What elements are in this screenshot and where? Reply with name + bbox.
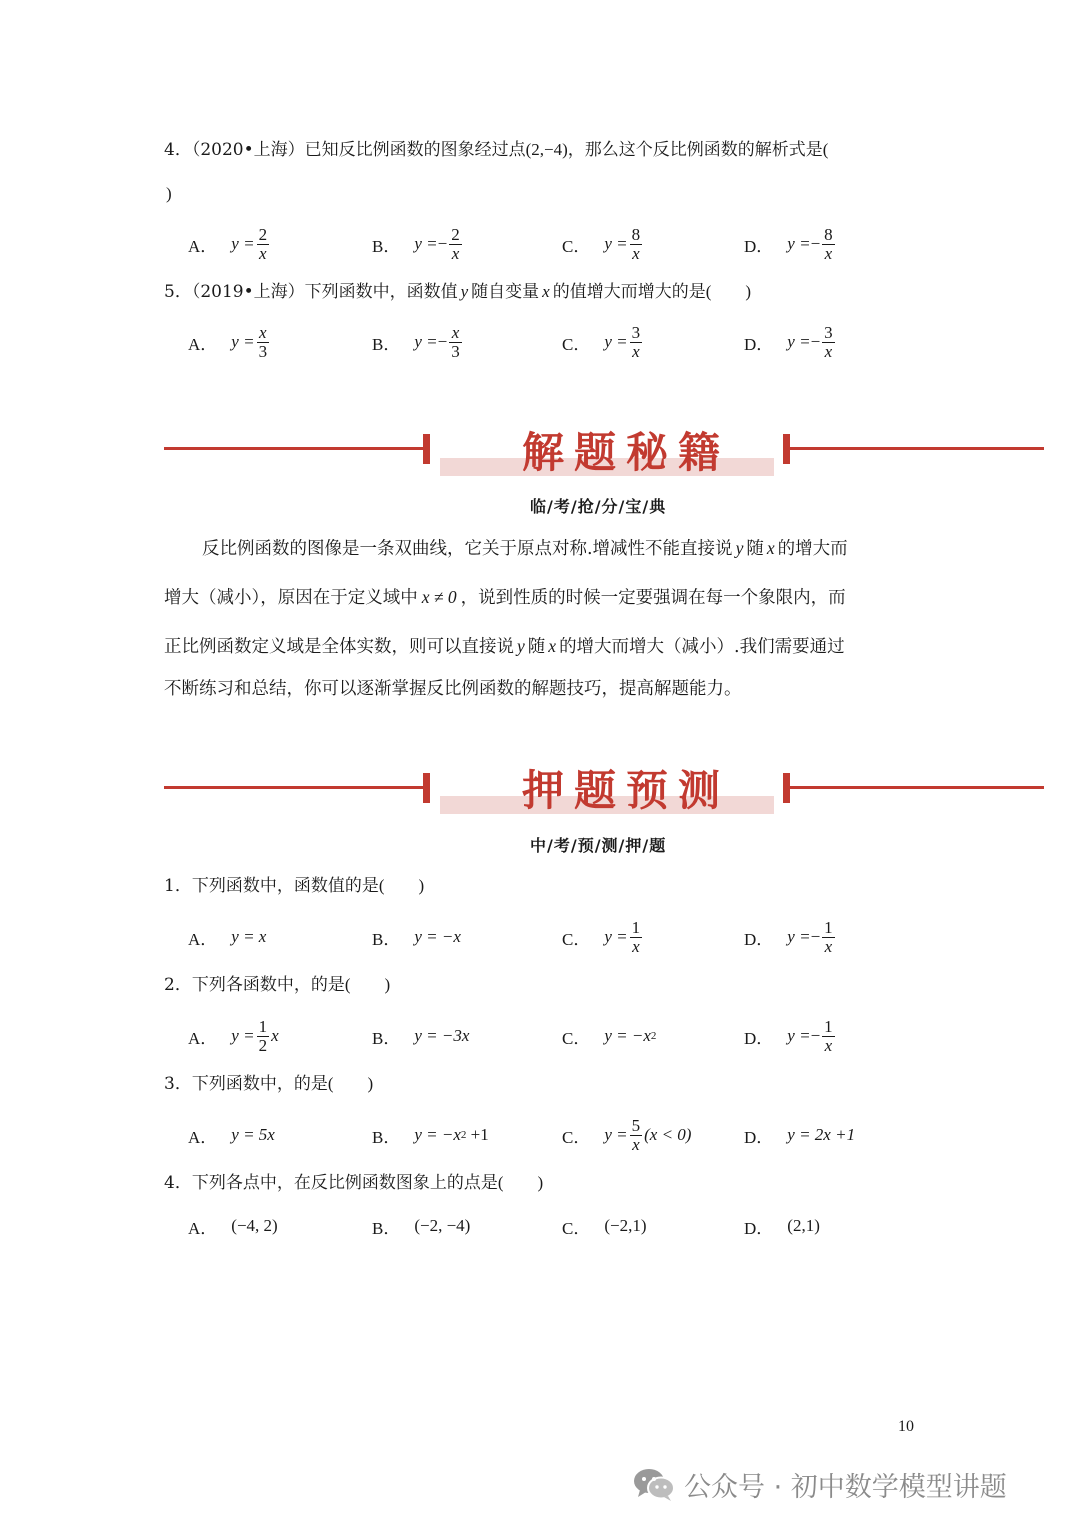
option-a[interactable]: A． y = $\frac{1}{2}$ x — [188, 1016, 279, 1055]
banner-left-bar — [423, 434, 430, 464]
option-d[interactable]: D． y = − $\frac{8}{x}$ — [744, 224, 833, 263]
option-b[interactable]: B． y = −3x — [372, 1026, 470, 1048]
question-1: 1．下列函数中，函数值的是( ) — [164, 876, 425, 896]
question-3: 3．下列函数中，的是( ) — [164, 1074, 374, 1094]
option-b[interactable]: B． y = −x 2 +1 — [372, 1125, 489, 1147]
page-number: 10 — [898, 1418, 914, 1435]
prev-question-5: 5．（2019•上海）下列函数中，函数值 y 随自变量 x 的值增大而增大的是( ) — [164, 282, 752, 302]
option-c[interactable]: C． (−2,1) — [562, 1216, 647, 1238]
answer-paren-close: ) — [166, 184, 172, 203]
footer-watermark — [632, 1462, 1007, 1506]
option-d[interactable]: D． (2,1) — [744, 1216, 820, 1238]
answer-paren: ( ) — [344, 975, 391, 994]
option-c[interactable]: C． y = $\frac{8}{x}$ — [562, 224, 641, 263]
option-c[interactable]: C． y = $\frac{3}{x}$ — [562, 322, 641, 361]
option-c[interactable]: C． y = $\frac{1}{x}$ — [562, 917, 641, 956]
question-2: 2．下列各函数中，的是( ) — [164, 975, 391, 995]
section-subtitle: 临/考/抢/分/宝/典 — [530, 497, 667, 516]
banner-left-bar — [423, 773, 430, 803]
option-a[interactable]: A． y = x — [188, 927, 267, 949]
question-3-options — [0, 1113, 1080, 1157]
option-b[interactable]: B． y = − $\frac{x}{3}$ — [372, 322, 460, 361]
question-1-options — [0, 915, 1080, 959]
option-b[interactable]: B． y = − $\frac{2}{x}$ — [372, 224, 460, 263]
option-a[interactable]: A． (−4, 2) — [188, 1216, 278, 1238]
wechat-icon — [632, 1466, 676, 1502]
option-d[interactable]: D． y = − $\frac{1}{x}$ — [744, 1016, 833, 1055]
option-a[interactable]: A． y = $\frac{2}{x}$ — [188, 224, 268, 263]
fraction: $\frac{x}{3}$ — [258, 322, 268, 361]
fraction: $\frac{1}{x}$ — [824, 1016, 833, 1055]
fraction: $\frac{8}{x}$ — [631, 224, 641, 263]
fraction: $\frac{1}{x}$ — [824, 917, 833, 956]
section-subtitle: 中/考/预/测/押/题 — [530, 836, 667, 855]
question-4: 4．下列各点中，在反比例函数图象上的点是( ) — [164, 1173, 544, 1193]
question-stem-tail: ，那么这个反比例函数的解析式是 — [567, 140, 823, 160]
answer-paren: ( ) — [327, 1074, 374, 1093]
option-d[interactable]: D． y = − $\frac{3}{x}$ — [744, 322, 833, 361]
banner-left-line — [164, 447, 426, 450]
fraction: $\frac{1}{x}$ — [631, 917, 641, 956]
answer-paren-open: ( — [822, 140, 829, 159]
fraction: $\frac{3}{x}$ — [824, 322, 833, 361]
prev-question-4 — [164, 139, 828, 161]
fraction: $\frac{1}{2}$ — [258, 1016, 268, 1055]
tips-paragraph: 反比例函数的图像是一条双曲线，它关于原点对称.增减性不能直接说 y 随 x 的增大而 增大（减小），原因在于定义域中 x ≠ 0 ，说到性质的时候一定要强调在每一个象限内，而 正比例函数定义域是全体实数，则可以直接说 y 随 x 的增大而增大（减小）.我们需要通过 不断练习和总结，你可以逐渐掌握反比例函数的解题技巧，提高解题能力。 — [164, 538, 848, 699]
option-b[interactable]: B． (−2, −4) — [372, 1216, 471, 1238]
option-b[interactable]: B． y = −x — [372, 927, 461, 949]
prev-question-5-options — [0, 320, 1080, 364]
question-stem: （2020•上海）已知反比例函数的图象经过点 — [191, 140, 526, 160]
banner-right-line — [786, 447, 1044, 450]
fraction: $\frac{5}{x}$ — [631, 1115, 641, 1154]
section-title: 解题秘籍 — [522, 428, 731, 477]
option-c[interactable]: C． y = −x 2 — [562, 1026, 657, 1048]
banner-right-line — [786, 786, 1044, 789]
fraction: $\frac{3}{x}$ — [631, 322, 641, 361]
answer-paren: ( ) — [378, 876, 425, 895]
option-d[interactable]: D． y = 2x +1 — [744, 1125, 856, 1147]
answer-paren: ( ) — [497, 1173, 544, 1192]
fraction: $\frac{2}{x}$ — [451, 224, 460, 263]
option-d[interactable]: D． y = − $\frac{1}{x}$ — [744, 917, 833, 956]
prev-question-4-options — [0, 222, 1080, 266]
footer-text: 公众号 · 初中数学模型讲题 — [684, 1471, 1007, 1503]
question-4-options — [0, 1204, 1080, 1248]
banner-left-line — [164, 786, 426, 789]
fraction: $\frac{x}{3}$ — [451, 322, 460, 361]
question-number: 4． — [164, 140, 192, 160]
question-2-options — [0, 1014, 1080, 1058]
option-c[interactable]: C． y = $\frac{5}{x}$ (x < 0) — [562, 1115, 692, 1154]
fraction: $\frac{8}{x}$ — [824, 224, 833, 263]
answer-paren: ( ) — [705, 282, 752, 301]
point-coords: (2,−4) — [525, 140, 568, 159]
option-a[interactable]: A． y = $\frac{x}{3}$ — [188, 322, 268, 361]
question-number: 5． — [164, 282, 192, 302]
section-title: 押题预测 — [522, 766, 731, 815]
fraction: $\frac{2}{x}$ — [258, 224, 268, 263]
option-a[interactable]: A． y = 5x — [188, 1125, 275, 1147]
